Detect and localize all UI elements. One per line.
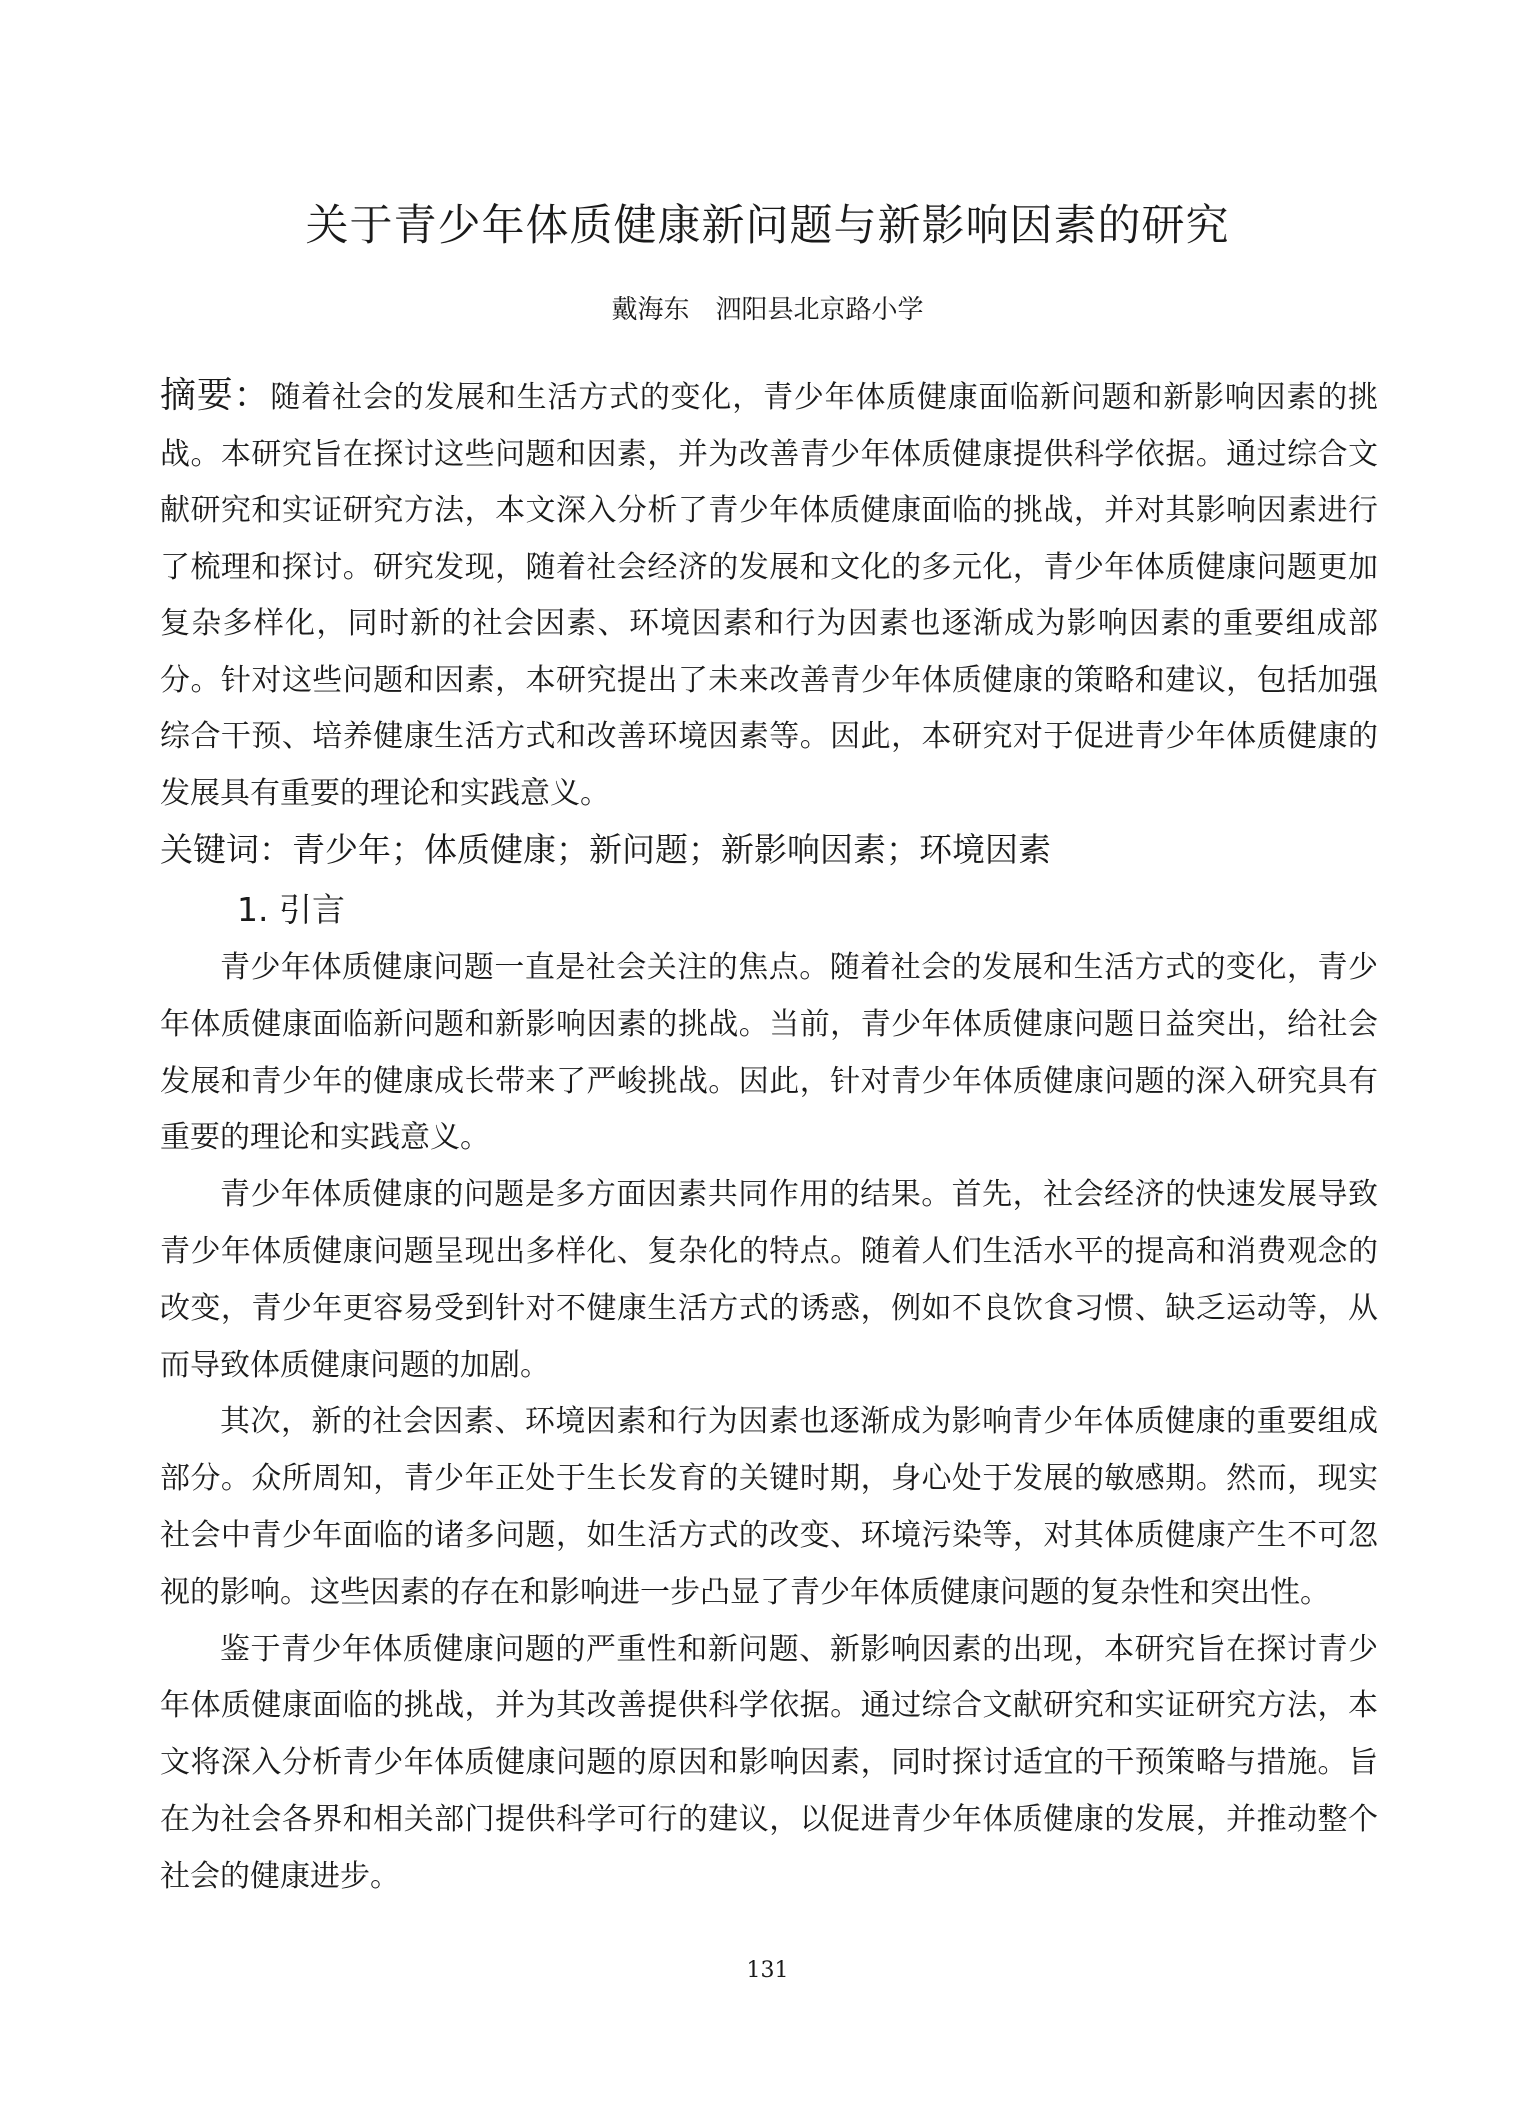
main-content bbox=[160, 368, 1378, 1906]
abstract-label: 摘要： bbox=[160, 375, 271, 416]
keywords: 关键词：青少年；体质健康；新问题；新影响因素；环境因素 bbox=[160, 830, 1051, 869]
byline bbox=[0, 290, 1535, 330]
body-paragraph: 青少年体质健康问题一直是社会关注的焦点。随着社会的发展和生活方式的变化，青少年体质健康面临新问题和新影响因素的挑战。当前，青少年体质健康问题日益突出，给社会发展和青少年的健康成长带来了严峻挑战。因此，针对青少年体质健康问题的深入研究具有重要的理论和实践意义。 bbox=[160, 950, 1378, 1156]
body-paragraph: 其次，新的社会因素、环境因素和行为因素也逐渐成为影响青少年体质健康的重要组成部分。众所周知，青少年正处于生长发育的关键时期，身心处于发展的敏感期。然而，现实社会中青少年面临的诸多问题，如生活方式的改变、环境污染等，对其体质健康产生不可忽视的影响。这些因素的存在和影响进一步凸显了青少年体质健康问题的复杂性和突出性。 bbox=[160, 1404, 1378, 1610]
abstract bbox=[160, 368, 1378, 822]
body-paragraph: 鉴于青少年体质健康问题的严重性和新问题、新影响因素的出现，本研究旨在探讨青少年体质健康面临的挑战，并为其改善提供科学依据。通过综合文献研究和实证研究方法，本文将深入分析青少年体质健康问题的原因和影响因素，同时探讨适宜的干预策略与措施。旨在为社会各界和相关部门提供科学可行的建议，以促进青少年体质健康的发展，并推动整个社会的健康进步。 bbox=[160, 1631, 1378, 1894]
paper-title: 关于青少年体质健康新问题与新影响因素的研究 bbox=[305, 201, 1230, 251]
page-number: 131 bbox=[746, 1958, 789, 1983]
body-paragraph: 青少年体质健康的问题是多方面因素共同作用的结果。首先，社会经济的快速发展导致青少年体质健康问题呈现出多样化、复杂化的特点。随着人们生活水平的提高和消费观念的改变，青少年更容易受到针对不健康生活方式的诱惑，例如不良饮食习惯、缺乏运动等，从而导致体质健康问题的加剧。 bbox=[160, 1177, 1378, 1383]
section-heading-introduction: 1. 引言 bbox=[237, 890, 345, 929]
abstract-text: 随着社会的发展和生活方式的变化，青少年体质健康面临新问题和新影响因素的挑战。本研究旨在探讨这些问题和因素，并为改善青少年体质健康提供科学依据。通过综合文献研究和实证研究方法，本文深入分析了青少年体质健康面临的挑战，并对其影响因素进行了梳理和探讨。研究发现，随着社会经济的发展和文化的多元化，青少年体质健康问题更加复杂多样化，同时新的社会因素、环境因素和行为因素也逐渐成为影响因素的重要组成部分。针对这些问题和因素，本研究提出了未来改善青少年体质健康的策略和建议，包括加强综合干预、培养健康生活方式和改善环境因素等。因此，本研究对于促进青少年体质健康的发展具有重要的理论和实践意义。 bbox=[160, 380, 1378, 811]
author-name: 戴海东 bbox=[611, 295, 690, 325]
author-affiliation: 泗阳县北京路小学 bbox=[715, 295, 924, 325]
